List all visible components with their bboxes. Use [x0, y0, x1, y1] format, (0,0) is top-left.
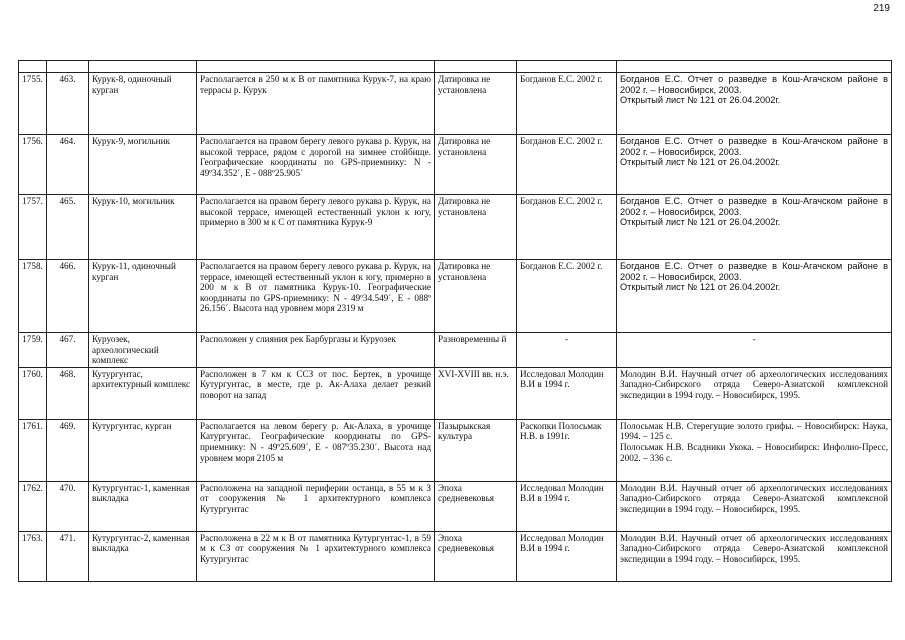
table-row — [19, 333, 892, 368]
literature-entry: Открытый лист № 121 от 26.04.2002г. — [620, 217, 781, 228]
literature-entry: Молодин В.И. Научный отчет об археологических исследованиях Западно-Сибирского отряда Северо-Азиатской комплексной экспедиции в 1994 году. – Новосибирск, 1995. — [620, 482, 888, 514]
author: - — [517, 333, 617, 368]
general-number: 1757. — [19, 195, 47, 260]
local-number: 471. — [47, 531, 89, 581]
general-number: 1763. — [19, 531, 47, 581]
dating: Эпоха средневековья — [435, 481, 517, 531]
location-description: Расположена на западной периферии останца, в 55 м к З от сооружения № 1 архитектурного комплекса Кутургунтас — [197, 481, 435, 531]
local-number: 469. — [47, 419, 89, 481]
monument-name: Кутургунтас-1, каменная выкладка — [89, 481, 197, 531]
literature-entry: Полосьмак Н.В. Стерегущие золото грифы. – Новосибирск: Наука, 1994. – 125 с. — [620, 420, 888, 442]
general-number: 1762. — [19, 481, 47, 531]
author: Богданов Е.С. 2002 г. — [517, 195, 617, 260]
dating: Датировка не установлена — [435, 260, 517, 333]
location-description: Расположен в 7 км к ССЗ от пос. Бертек, в урочище Кутургунтас, в месте, где р. Ак-Алаха делает резкий поворот на запад — [197, 367, 435, 419]
monument-name: Кутургунтас-2, каменная выкладка — [89, 531, 197, 581]
location-description: Располагается на левом берегу р. Ак-Алаха, в урочище Катургунтас. Географические координаты по GPS-приемнику: N - 49º25.609´, E - 087º35.230´. Высота над уровнем моря 2105 м — [197, 419, 435, 481]
dating: Датировка не установлена — [435, 195, 517, 260]
literature-entry: Богданов Е.С. Отчет о разведке в Кош-Агачском районе в 2002 г. – Новосибирск, 2003. — [620, 196, 888, 217]
table-row — [19, 531, 892, 581]
table-row — [19, 419, 892, 481]
author: Раскопки Полосьмак Н.В. в 1991г. — [517, 419, 617, 481]
general-number: 1756. — [19, 135, 47, 195]
dating: Датировка не установлена — [435, 135, 517, 195]
header-cell — [617, 61, 892, 73]
literature — [617, 260, 892, 333]
table-row — [19, 260, 892, 333]
location-description: Располагается на правом берегу левого рукава р. Курук, на высокой террасе, имеющей естественный уклон к югу, примерно в 300 м к С от памятника Курук-9 — [197, 195, 435, 260]
literature — [617, 481, 892, 531]
dating: Пазырыкская культура — [435, 419, 517, 481]
local-number: 470. — [47, 481, 89, 531]
header-row — [19, 61, 892, 73]
location-description: Расположена в 22 м к В от памятника Кутургунтас-1, в 59 м к СЗ от сооружения № 1 архитектурного комплекса Кутургунтас — [197, 531, 435, 581]
location-description: Располагается в 250 м к В от памятника Курук-7, на краю террасы р. Курук — [197, 73, 435, 135]
page-number: 219 — [873, 3, 890, 14]
monument-name: Курук-9, могильник — [89, 135, 197, 195]
table-row — [19, 481, 892, 531]
author: Богданов Е.С. 2002 г. — [517, 73, 617, 135]
table-row — [19, 195, 892, 260]
local-number: 464. — [47, 135, 89, 195]
author: Богданов Е.С. 2002 г. — [517, 135, 617, 195]
table-row — [19, 367, 892, 419]
literature — [617, 367, 892, 419]
local-number: 468. — [47, 367, 89, 419]
location-description: Располагается на правом берегу левого рукава р. Курук, на высокой террасе, рядом с дорогой на зимнее стойбище. Географические координаты по GPS-приемнику: N - 49º34.352´, E - 088º25.905´ — [197, 135, 435, 195]
literature — [617, 333, 892, 368]
monument-name: Курук-8, одиночный курган — [89, 73, 197, 135]
header-cell — [47, 61, 89, 73]
literature-entry: - — [752, 334, 756, 344]
dating: Датировка не установлена — [435, 73, 517, 135]
dating: XVI-XVIII вв. н.э. — [435, 367, 517, 419]
monuments-table — [18, 60, 892, 582]
header-cell — [435, 61, 517, 73]
header-cell — [19, 61, 47, 73]
monument-name: Кутургунтас, курган — [89, 419, 197, 481]
literature — [617, 531, 892, 581]
literature-entry: Богданов Е.С. Отчет о разведке в Кош-Агачском районе в 2002 г. – Новосибирск, 2003. — [620, 74, 888, 95]
monument-name: Курук-11, одиночный курган — [89, 260, 197, 333]
literature-entry: Открытый лист № 121 от 26.04.2002г. — [620, 282, 781, 293]
literature-entry: Открытый лист № 121 от 26.04.2002г. — [620, 95, 781, 106]
literature — [617, 135, 892, 195]
location-description: Расположен у слияния рек Барбургазы и Куруозек — [197, 333, 435, 368]
local-number: 463. — [47, 73, 89, 135]
literature-entry: Полосьмак Н.В. Всадники Укока. – Новосибирск: Инфолио-Пресс, 2002. – 336 с. — [620, 441, 888, 463]
general-number: 1761. — [19, 419, 47, 481]
author: Исследовал Молодин В.И в 1994 г. — [517, 531, 617, 581]
author: Исследовал Молодин В.И в 1994 г. — [517, 367, 617, 419]
literature — [617, 73, 892, 135]
monument-name: Кутургунтас, архитектурный комплекс — [89, 367, 197, 419]
general-number: 1758. — [19, 260, 47, 333]
literature-entry: Богданов Е.С. Отчет о разведке в Кош-Агачском районе в 2002 г. – Новосибирск, 2003. — [620, 261, 888, 282]
author: Исследовал Молодин В.И в 1994 г. — [517, 481, 617, 531]
literature-entry: Молодин В.И. Научный отчет об археологических исследованиях Западно-Сибирского отряда Северо-Азиатской комплексной экспедиции в 1994 году. – Новосибирск, 1995. — [620, 532, 888, 564]
general-number: 1760. — [19, 367, 47, 419]
table-row — [19, 73, 892, 135]
general-number: 1755. — [19, 73, 47, 135]
table-row — [19, 135, 892, 195]
header-cell — [517, 61, 617, 73]
local-number: 465. — [47, 195, 89, 260]
header-cell — [89, 61, 197, 73]
dating: Разновременны й — [435, 333, 517, 368]
monument-name: Курук-10, могильник — [89, 195, 197, 260]
literature — [617, 419, 892, 481]
literature-entry: Богданов Е.С. Отчет о разведке в Кош-Агачском районе в 2002 г. – Новосибирск, 2003. — [620, 136, 888, 157]
general-number: 1759. — [19, 333, 47, 368]
local-number: 467. — [47, 333, 89, 368]
header-cell — [197, 61, 435, 73]
dating: Эпоха средневековья — [435, 531, 517, 581]
local-number: 466. — [47, 260, 89, 333]
literature-entry: Молодин В.И. Научный отчет об археологических исследованиях Западно-Сибирского отряда Северо-Азиатской комплексной экспедиции в 1994 году. – Новосибирск, 1995. — [620, 368, 888, 400]
author: Богданов Е.С. 2002 г. — [517, 260, 617, 333]
literature-entry: Открытый лист № 121 от 26.04.2002г. — [620, 157, 781, 168]
location-description: Располагается на правом берегу левого рукава р. Курук, на террасе, имеющей естественный уклон к югу, примерно в 200 м к В от памятника Курук-10. Географические координаты по GPS-приемнику: N - 49º34.549´, E - 088º 26.156´. Высота над уровнем моря 2319 м — [197, 260, 435, 333]
monument-name: Куруозек, археологический комплекс — [89, 333, 197, 368]
literature — [617, 195, 892, 260]
